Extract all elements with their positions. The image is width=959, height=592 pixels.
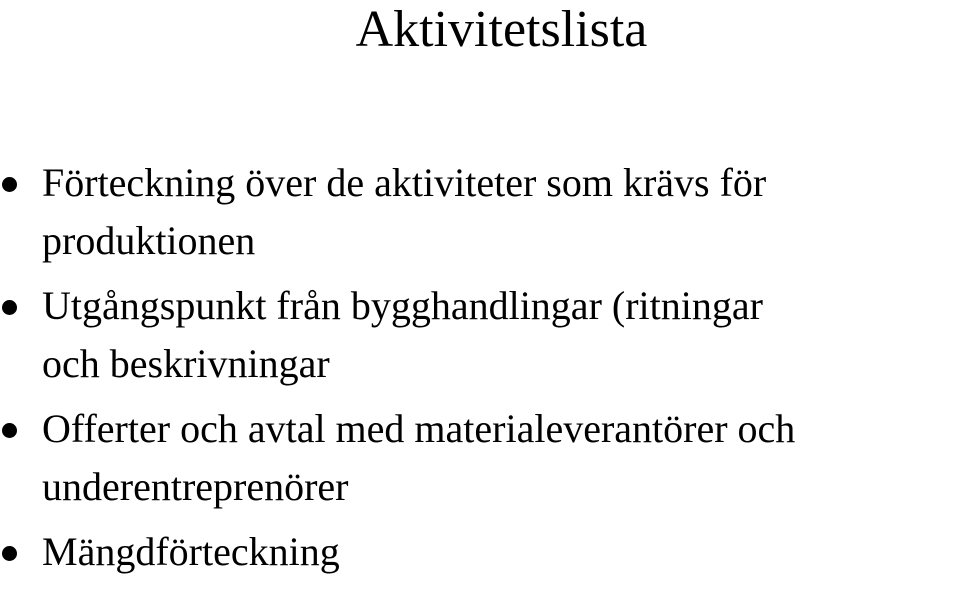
bullet-dot-icon — [2, 423, 17, 438]
bullet-item — [0, 277, 959, 393]
bullet-line: och beskrivningar — [42, 341, 330, 386]
slide-title: Aktivitetslista — [355, 1, 648, 58]
bullet-dot-icon — [2, 546, 17, 561]
bullet-line: Förteckning över de aktiviteter som krävs för — [42, 160, 767, 205]
bullet-line: Offerter och avtal med materialeverantörer och — [42, 406, 796, 451]
bullet-line: Mängdförteckning — [42, 529, 340, 574]
bullet-line: produktionen — [42, 218, 256, 263]
bullet-list — [0, 154, 959, 581]
bullet-item — [0, 154, 959, 270]
bullet-item — [0, 400, 959, 516]
bullet-line: Utgångspunkt från bygghandlingar (ritningar — [42, 283, 763, 328]
bullet-dot-icon — [2, 300, 17, 315]
bullet-item — [0, 523, 959, 581]
bullet-line: underentreprenörer — [42, 464, 349, 509]
bullet-dot-icon — [2, 177, 17, 192]
